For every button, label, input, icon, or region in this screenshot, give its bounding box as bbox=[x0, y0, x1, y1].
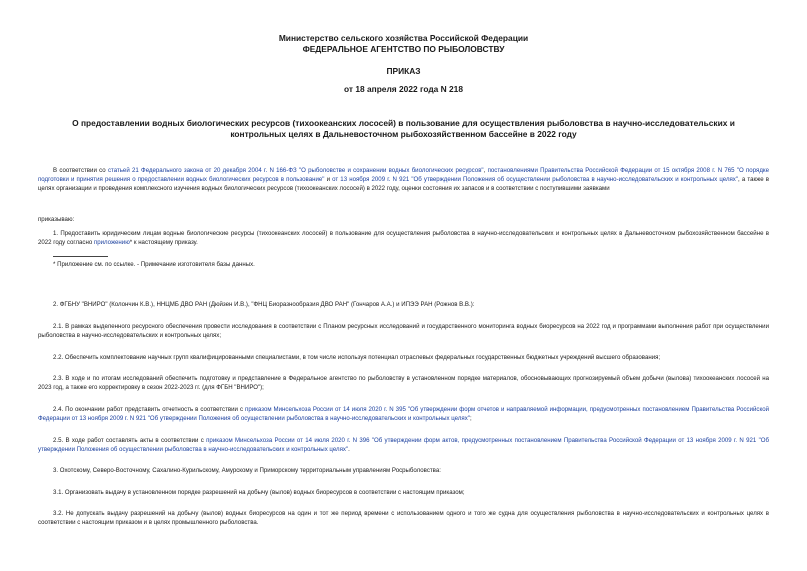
resolution-921-link[interactable]: от 13 ноября 2009 г. N 921 "Об утверждении Положения об осуществлении рыболовства в научно-исследовательских и контрольных целях" bbox=[332, 176, 739, 184]
document-header bbox=[0, 33, 807, 55]
item-text: . bbox=[348, 446, 350, 454]
preamble-text: , а также в целях организации и проведения комплексного изучения водных биологических ресурсов (тихоокеанских лососей) в 2022 году, оценки состояния их запасов и в соответствии с поступившими заявками bbox=[38, 176, 769, 193]
appendix-link[interactable]: приложению bbox=[93, 239, 130, 247]
item-2-4 bbox=[38, 405, 769, 423]
footnote-divider bbox=[53, 256, 108, 257]
document-type: ПРИКАЗ bbox=[386, 66, 421, 76]
law-link[interactable]: статьей 21 Федерального закона от 20 декабря 2004 г. N 166-ФЗ "О рыболовстве и сохранении водных биологических ресурсов" bbox=[107, 167, 484, 174]
item-2-2: 2.2. Обеспечить комплектование научных групп квалифицированными специалистами, в том числе используя потенциал отраслевых федеральных государственных бюджетных учреждений высшего образования; bbox=[53, 354, 661, 361]
item-3-2: 3.2. Не допускать выдачу разрешений на добычу (вылов) водных биоресурсов на один и тот же период времени с использованием одного и того же судна для осуществления рыболовства в научно-исследовательских и контрольных целях в соответствии с настоящим приказом и в целях промышленного рыболовства. bbox=[38, 510, 769, 527]
ministry-name: Министерство сельского хозяйства Российской Федерации bbox=[278, 33, 529, 43]
item-2-5 bbox=[38, 436, 769, 454]
item-2: 2. ФГБНУ "ВНИРО" (Колончин К.В.), ННЦМБ ДВО РАН (Дюйзен И.В.), "ФНЦ Биоразнообразия ДВО РАН" (Гончаров А.А.) и ИПЭЭ РАН (Рожнов В.В.): bbox=[53, 301, 475, 308]
order-395-link[interactable]: приказом Минсельхоза России от 14 июля 2020 г. N 395 "Об утверждении форм отчетов и направляемой информации, предусмотренных постановлением Правительства Российской Федерации от 13 ноября 2009 г. N 921 "Об утверждении Положения об осуществлении рыболовства в научно-исследовательских и контрольных целях" bbox=[38, 406, 769, 423]
item-3-1: 3.1. Организовать выдачу в установленном порядке разрешений на добычу (вылов) водных биоресурсов в соответствии с настоящим приказом; bbox=[53, 489, 465, 496]
preamble-text: и bbox=[324, 176, 333, 184]
title-line: контрольных целях в Дальневосточном рыбохозяйственном бассейне в 2022 году bbox=[230, 129, 577, 139]
item-2-1: 2.1. В рамках выделенного ресурсного обеспечения провести исследования в соответствии с Планом ресурсных исследований и государственного мониторинга водных биоресурсов на 2022 год и программами выполнения работ при осуществлении рыболовства в научно-исследовательских и контрольных целях; bbox=[38, 323, 769, 340]
preamble-text: В соответствии со bbox=[53, 167, 108, 174]
preamble-text: , bbox=[483, 167, 488, 174]
document-date-number: от 18 апреля 2022 года N 218 bbox=[344, 84, 463, 94]
title-line: О предоставлении водных биологических ресурсов (тихоокеанских лососей) в пользование для осуществления рыболовства в научно-исследовательских и bbox=[72, 118, 735, 128]
item-text: ; bbox=[469, 415, 472, 423]
item-text: 2.5. В ходе работ составлять акты в соответствии с bbox=[53, 437, 207, 444]
preamble-paragraph bbox=[38, 166, 769, 194]
footnote: * Приложение см. по ссылке. - Примечание изготовителя базы данных. bbox=[53, 261, 255, 268]
item-text: 2.4. По окончании работ представить отчетность в соответствии с bbox=[53, 406, 246, 413]
item-1 bbox=[38, 229, 769, 247]
agency-name: ФЕДЕРАЛЬНОЕ АГЕНТСТВО ПО РЫБОЛОВСТВУ bbox=[302, 44, 505, 54]
document-title bbox=[60, 118, 747, 140]
item-text: 1. Предоставить юридическим лицам водные биологические ресурсы (тихоокеанских лососей) в пользование для осуществления рыболовства в научно-исследовательских и контрольных целях в Дальневосточном рыбохозяйственном бассейне в 2022 году согласно bbox=[38, 230, 769, 247]
item-text: * к настоящему приказу. bbox=[129, 239, 198, 247]
item-2-3: 2.3. В ходе и по итогам исследований обеспечить подготовку и представление в Федеральное агентство по рыболовству в установленном порядке материалов, обосновывающих прогнозируемый объем добычи (вылова) тихоокеанских лососей на 2023 год, а также его корректировку в сезон 2022-2023 гг. (для ФГБН "ВНИРО"); bbox=[38, 375, 769, 392]
resolution-765-link[interactable]: постановлениями Правительства Российской Федерации от 15 октября 2008 г. N 765 "О порядке подготовки и принятия решения о предоставлении водных биологических ресурсов в пользование" bbox=[38, 167, 769, 184]
item-3: 3. Охотскому, Северо-Восточному, Сахалино-Курильскому, Амурскому и Приморскому территориальным управлениям Росрыболовства: bbox=[53, 467, 441, 474]
order-396-link[interactable]: приказом Минсельхоза России от 14 июля 2020 г. N 396 "Об утверждении форм актов, предусмотренных постановлением Правительства Российской Федерации от 13 ноября 2009 г. N 921 "Об утверждении Положения об осуществлении рыболовства в научно-исследовательских и контрольных целях" bbox=[38, 437, 769, 454]
order-word: приказываю: bbox=[38, 216, 75, 223]
